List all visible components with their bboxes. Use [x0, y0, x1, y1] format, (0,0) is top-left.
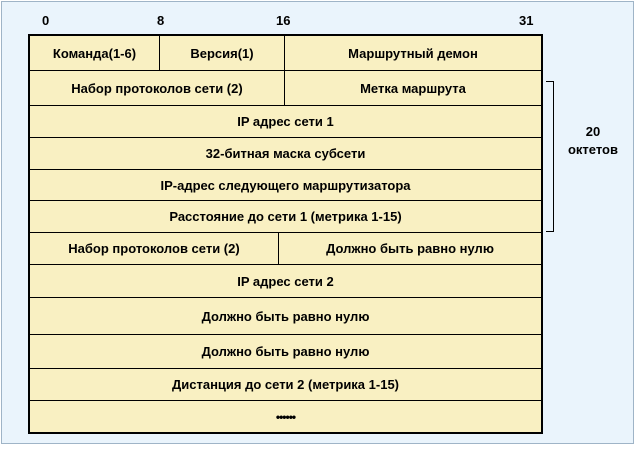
table-row: [30, 335, 541, 369]
packet-format-table: [28, 34, 543, 434]
table-row: [30, 369, 541, 401]
continuation-dots: ••••••: [275, 409, 296, 424]
command-field: Команда(1-6): [52, 45, 137, 61]
version-field: Версия(1): [159, 36, 284, 70]
protocol-family-field-1: Набор протоколов сети (2): [71, 80, 243, 96]
table-row: [30, 138, 541, 170]
table-row: [30, 71, 541, 106]
octets-count: 20: [585, 124, 601, 139]
table-row: [30, 170, 541, 201]
ip-address-network-1: IP адрес сети 1: [237, 114, 334, 129]
metric-network-2: Дистанция до сети 2 (метрика 1-15): [171, 377, 400, 392]
table-row: [30, 106, 541, 138]
metric-network-1: Расстояние до сети 1 (метрика 1-15): [169, 209, 402, 224]
routing-daemon-field: Маршрутный демон: [284, 36, 541, 70]
bit-label-0: 0: [42, 13, 50, 28]
protocol-family-field-2: Набор протоколов сети (2): [68, 241, 240, 256]
table-row: [30, 401, 541, 432]
table-row: [30, 201, 541, 233]
route-tag-field: Метка маршрута: [284, 71, 541, 105]
must-be-zero-field-3: Должно быть равно нулю: [201, 344, 370, 359]
table-row: [30, 298, 541, 335]
octets-bracket: [546, 81, 554, 232]
bit-label-16: 16: [276, 13, 291, 28]
must-be-zero-field-1: Должно быть равно нулю: [278, 233, 541, 264]
table-row: [30, 36, 541, 71]
octets-note: [560, 123, 626, 159]
subnet-mask-field: 32-битная маска субсети: [205, 146, 366, 161]
must-be-zero-field-2: Должно быть равно нулю: [201, 308, 370, 324]
ip-address-network-2: IP адрес сети 2: [237, 273, 334, 289]
next-hop-field: IP-адрес следующего маршрутизатора: [160, 177, 411, 193]
bit-label-8: 8: [157, 13, 165, 28]
table-row: [30, 233, 541, 265]
table-row: [30, 265, 541, 298]
octets-unit: октетов: [567, 142, 618, 157]
bit-label-31: 31: [519, 13, 534, 28]
